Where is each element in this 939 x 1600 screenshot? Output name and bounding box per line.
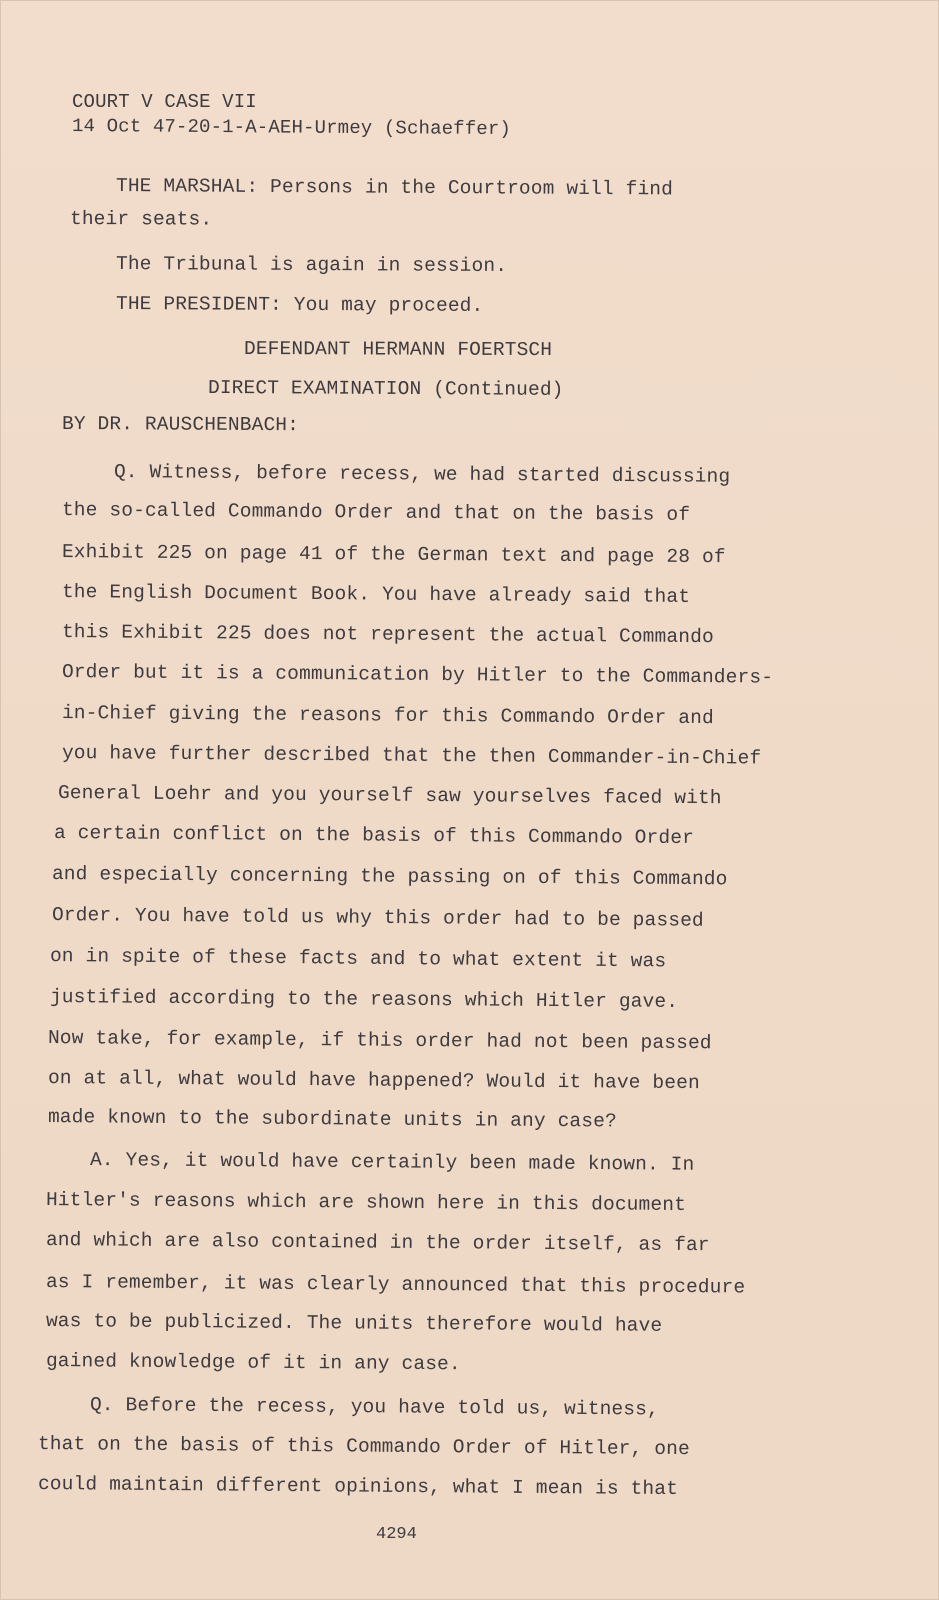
transcript-line: on at all, what would have happened? Would it have been	[47, 1067, 700, 1095]
transcript-line: General Loehr and you yourself saw yourselves faced with	[57, 782, 722, 810]
transcript-line: Q. Before the recess, you have told us, witness,	[89, 1394, 659, 1421]
transcript-line: a certain conflict on the basis of this Commando Order	[53, 822, 695, 850]
transcript-line: and especially concerning the passing on of this Commando	[51, 863, 728, 891]
transcript-line: Exhibit 225 on page 41 of the German text and page 28 of	[61, 541, 726, 569]
transcript-line: THE MARSHAL: Persons in the Courtroom will find	[115, 175, 674, 201]
transcript-line: on in spite of these facts and to what extent it was	[49, 945, 667, 973]
transcript-line: DEFENDANT HERMANN FOERTSCH	[243, 338, 553, 362]
page-number: 4294	[376, 1525, 417, 1544]
transcript-line: you have further described that the then Commander-in-Chief	[61, 742, 762, 770]
transcript-line: Order. You have told us why this order had to be passed	[51, 904, 704, 932]
court-case-header: COURT V CASE VII	[72, 91, 257, 113]
transcript-line: BY DR. RAUSCHENBACH:	[61, 413, 300, 437]
transcript-line: justified according to the reasons which Hitler gave.	[49, 986, 679, 1013]
transcript-line: their seats.	[69, 208, 213, 231]
transcript-line: in-Chief giving the reasons for this Commando Order and	[61, 702, 714, 730]
transcript-line: that on the basis of this Commando Order of Hitler, one	[37, 1433, 690, 1461]
transcript-line: Q. Witness, before recess, we had started discussing	[113, 461, 731, 488]
transcript-line: Order but it is a communication by Hitler to the Commanders-	[61, 661, 774, 689]
transcript-line: the so-called Commando Order and that on the basis of	[61, 499, 691, 526]
transcript-line: made known to the subordinate units in any case?	[47, 1106, 617, 1133]
transcript-line: Now take, for example, if this order had not been passed	[47, 1027, 712, 1055]
transcript-line: THE PRESIDENT: You may proceed.	[115, 293, 484, 317]
transcript-line: The Tribunal is again in session.	[115, 253, 508, 278]
transcript-line: gained knowledge of it in any case.	[45, 1350, 461, 1376]
transcript-line: this Exhibit 225 does not represent the actual Commando	[61, 621, 714, 649]
transcript-line: could maintain different opinions, what I mean is that	[37, 1473, 679, 1501]
transcript-line: Hitler's reasons which are shown here in this document	[45, 1189, 687, 1217]
transcript-line: DIRECT EXAMINATION (Continued)	[207, 377, 564, 401]
transcript-line: was to be publicized. The units therefore would have	[45, 1310, 663, 1337]
transcript-line: and which are also contained in the order itself, as far	[45, 1229, 710, 1257]
transcript-line: A. Yes, it would have certainly been made known. In	[89, 1149, 695, 1176]
reference-header: 14 Oct 47-20-1-A-AEH-Urmey (Schaeffer)	[71, 115, 512, 141]
transcript-line: the English Document Book. You have already said that	[61, 581, 691, 608]
transcript-line: as I remember, it was clearly announced that this procedure	[45, 1271, 746, 1299]
